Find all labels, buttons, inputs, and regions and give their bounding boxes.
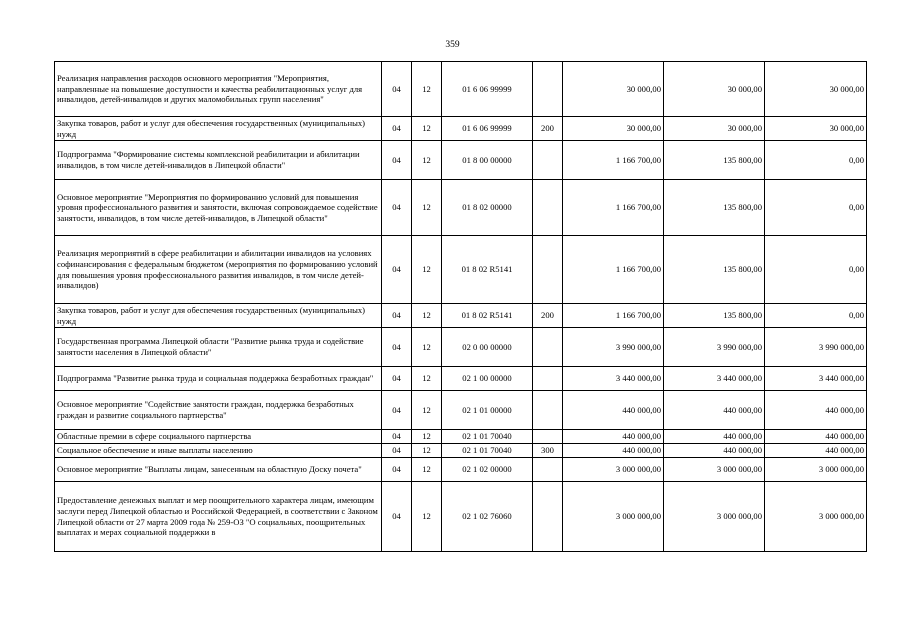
row-name: Основное мероприятие "Выплаты лицам, занесенным на областную Доску почета" <box>55 458 382 482</box>
section-code: 04 <box>382 62 412 117</box>
subsection-code: 12 <box>412 430 442 444</box>
table-row <box>55 391 867 430</box>
table-row <box>55 236 867 304</box>
amount-year-3: 3 000 000,00 <box>765 458 867 482</box>
budget-table <box>54 61 867 552</box>
table-row <box>55 180 867 236</box>
row-name: Подпрограмма "Развитие рынка труда и социальная поддержка безработных граждан" <box>55 367 382 391</box>
table-row <box>55 458 867 482</box>
target-article-code: 02 1 01 70040 <box>442 430 533 444</box>
amount-year-3: 440 000,00 <box>765 391 867 430</box>
amount-year-2: 135 800,00 <box>664 141 765 180</box>
target-article-code: 02 1 00 00000 <box>442 367 533 391</box>
amount-year-1: 1 166 700,00 <box>563 236 664 304</box>
expense-type-code <box>533 367 563 391</box>
subsection-code: 12 <box>412 458 442 482</box>
target-article-code: 01 8 02 R5141 <box>442 304 533 328</box>
amount-year-3: 0,00 <box>765 304 867 328</box>
amount-year-2: 3 000 000,00 <box>664 458 765 482</box>
table-row <box>55 304 867 328</box>
target-article-code: 02 1 01 00000 <box>442 391 533 430</box>
amount-year-2: 135 800,00 <box>664 236 765 304</box>
section-code: 04 <box>382 141 412 180</box>
table-row <box>55 444 867 458</box>
amount-year-2: 3 990 000,00 <box>664 328 765 367</box>
table-row <box>55 328 867 367</box>
amount-year-3: 3 440 000,00 <box>765 367 867 391</box>
amount-year-2: 135 800,00 <box>664 180 765 236</box>
table-row <box>55 482 867 552</box>
amount-year-3: 30 000,00 <box>765 117 867 141</box>
expense-type-code <box>533 328 563 367</box>
target-article-code: 02 1 02 00000 <box>442 458 533 482</box>
subsection-code: 12 <box>412 236 442 304</box>
section-code: 04 <box>382 236 412 304</box>
expense-type-code <box>533 62 563 117</box>
amount-year-1: 3 440 000,00 <box>563 367 664 391</box>
subsection-code: 12 <box>412 180 442 236</box>
section-code: 04 <box>382 458 412 482</box>
page-number: 359 <box>445 40 460 50</box>
subsection-code: 12 <box>412 62 442 117</box>
section-code: 04 <box>382 391 412 430</box>
amount-year-2: 440 000,00 <box>664 430 765 444</box>
amount-year-3: 0,00 <box>765 141 867 180</box>
table-row <box>55 430 867 444</box>
row-name: Основное мероприятие "Мероприятия по формированию условий для повышения уровня профессионального развития и занятости, включая сопровождаемое содействие занятости, инвалидов, в том числе детей-инвалидов, в Липецкой области" <box>55 180 382 236</box>
subsection-code: 12 <box>412 482 442 552</box>
subsection-code: 12 <box>412 367 442 391</box>
amount-year-1: 440 000,00 <box>563 430 664 444</box>
target-article-code: 01 6 06 99999 <box>442 62 533 117</box>
amount-year-1: 440 000,00 <box>563 391 664 430</box>
amount-year-2: 440 000,00 <box>664 391 765 430</box>
section-code: 04 <box>382 367 412 391</box>
row-name: Областные премии в сфере социального партнерства <box>55 430 382 444</box>
table-row <box>55 367 867 391</box>
expense-type-code <box>533 391 563 430</box>
section-code: 04 <box>382 430 412 444</box>
target-article-code: 02 1 02 76060 <box>442 482 533 552</box>
section-code: 04 <box>382 304 412 328</box>
amount-year-3: 3 000 000,00 <box>765 482 867 552</box>
expense-type-code <box>533 236 563 304</box>
row-name: Реализация мероприятий в сфере реабилитации и абилитации инвалидов на условиях софинансирования с федеральным бюджетом (мероприятия по формированию условий для повышения уровня профессионального развития инвалидов, в том числе детей-инвалидов) <box>55 236 382 304</box>
amount-year-2: 3 440 000,00 <box>664 367 765 391</box>
row-name: Реализация направления расходов основного мероприятия "Мероприятия, направленные на повышение доступности и качества реабилитационных услуг для инвалидов, детей-инвалидов и других маломобильных групп населения" <box>55 62 382 117</box>
expense-type-code <box>533 180 563 236</box>
amount-year-1: 30 000,00 <box>563 62 664 117</box>
subsection-code: 12 <box>412 328 442 367</box>
amount-year-1: 1 166 700,00 <box>563 304 664 328</box>
target-article-code: 02 0 00 00000 <box>442 328 533 367</box>
amount-year-3: 3 990 000,00 <box>765 328 867 367</box>
expense-type-code: 200 <box>533 304 563 328</box>
expense-type-code <box>533 141 563 180</box>
target-article-code: 01 8 00 00000 <box>442 141 533 180</box>
section-code: 04 <box>382 444 412 458</box>
amount-year-2: 30 000,00 <box>664 62 765 117</box>
subsection-code: 12 <box>412 117 442 141</box>
section-code: 04 <box>382 328 412 367</box>
expense-type-code <box>533 482 563 552</box>
amount-year-2: 3 000 000,00 <box>664 482 765 552</box>
table-row <box>55 141 867 180</box>
amount-year-2: 30 000,00 <box>664 117 765 141</box>
amount-year-2: 440 000,00 <box>664 444 765 458</box>
expense-type-code: 200 <box>533 117 563 141</box>
subsection-code: 12 <box>412 141 442 180</box>
row-name: Закупка товаров, работ и услуг для обеспечения государственных (муниципальных) нужд <box>55 117 382 141</box>
row-name: Государственная программа Липецкой области "Развитие рынка труда и содействие занятости населения в Липецкой области" <box>55 328 382 367</box>
amount-year-3: 30 000,00 <box>765 62 867 117</box>
section-code: 04 <box>382 117 412 141</box>
table-row <box>55 117 867 141</box>
section-code: 04 <box>382 482 412 552</box>
amount-year-3: 440 000,00 <box>765 430 867 444</box>
amount-year-1: 3 000 000,00 <box>563 458 664 482</box>
row-name: Закупка товаров, работ и услуг для обеспечения государственных (муниципальных) нужд <box>55 304 382 328</box>
target-article-code: 01 6 06 99999 <box>442 117 533 141</box>
row-name: Подпрограмма "Формирование системы комплексной реабилитации и абилитации инвалидов, в том числе детей-инвалидов в Липецкой области" <box>55 141 382 180</box>
amount-year-3: 440 000,00 <box>765 444 867 458</box>
expense-type-code <box>533 458 563 482</box>
amount-year-1: 1 166 700,00 <box>563 141 664 180</box>
expense-type-code: 300 <box>533 444 563 458</box>
target-article-code: 01 8 02 R5141 <box>442 236 533 304</box>
row-name: Основное мероприятие "Содействие занятости граждан, поддержка безработных граждан и развитие социального партнерства" <box>55 391 382 430</box>
amount-year-2: 135 800,00 <box>664 304 765 328</box>
row-name: Предоставление денежных выплат и мер поощрительного характера лицам, имеющим заслуги перед Липецкой областью и Российской Федерацией, в соответствии с Законом Липецкой области от 27 марта 2009 года № 259-ОЗ "О социальных, поощрительных выплатах и мерах социальной поддержки в <box>55 482 382 552</box>
table-row <box>55 62 867 117</box>
target-article-code: 01 8 02 00000 <box>442 180 533 236</box>
amount-year-1: 3 990 000,00 <box>563 328 664 367</box>
expense-type-code <box>533 430 563 444</box>
amount-year-1: 3 000 000,00 <box>563 482 664 552</box>
amount-year-3: 0,00 <box>765 236 867 304</box>
subsection-code: 12 <box>412 304 442 328</box>
amount-year-1: 440 000,00 <box>563 444 664 458</box>
amount-year-1: 30 000,00 <box>563 117 664 141</box>
target-article-code: 02 1 01 70040 <box>442 444 533 458</box>
subsection-code: 12 <box>412 444 442 458</box>
section-code: 04 <box>382 180 412 236</box>
amount-year-3: 0,00 <box>765 180 867 236</box>
subsection-code: 12 <box>412 391 442 430</box>
amount-year-1: 1 166 700,00 <box>563 180 664 236</box>
row-name: Социальное обеспечение и иные выплаты населению <box>55 444 382 458</box>
